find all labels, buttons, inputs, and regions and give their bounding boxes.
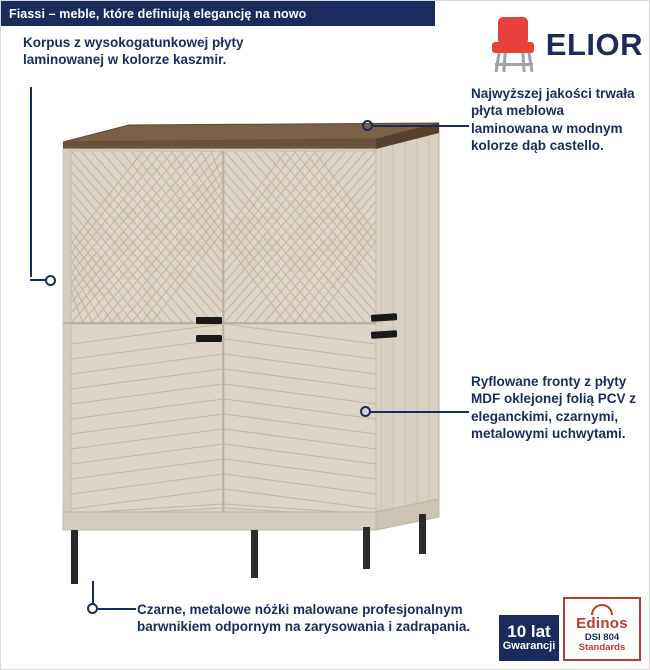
handle-bottom-left xyxy=(196,335,222,342)
leader-line-korpus xyxy=(30,87,32,277)
leg-front-left xyxy=(71,530,78,584)
callout-marker-plyta xyxy=(362,120,373,131)
leader-line-fronty xyxy=(371,411,469,413)
warranty-label: Gwarancji xyxy=(502,640,556,653)
certificate-name: Edinos xyxy=(576,615,628,633)
warranty-years: 10 lat xyxy=(507,622,551,642)
certificate-standard: Standards xyxy=(578,642,626,654)
product-image xyxy=(41,109,461,609)
leader-line-korpus-2 xyxy=(30,279,47,281)
leg-front-mid xyxy=(251,530,258,578)
handle-top-left xyxy=(196,317,222,324)
callout-korpus: Korpus z wysokogatunkowej płyty laminowanej w kolorze kaszmir. xyxy=(23,35,244,68)
leader-line-nozki-2 xyxy=(92,581,94,605)
brand-name: ELIOR xyxy=(545,26,643,62)
warranty-badge xyxy=(499,615,559,661)
callout-plyta: Najwyższej jakości trwała płyta meblowa laminowana w modnym kolorze dąb castello. xyxy=(471,86,635,153)
leader-line-plyta xyxy=(373,125,469,127)
red-chair-icon xyxy=(486,15,542,73)
callout-fronty: Ryflowane fronty z płyty MDF oklejonej folią PCV z eleganckimi, czarnymi, metalowymi uchwytami. xyxy=(471,374,637,441)
swirl-icon xyxy=(591,604,613,615)
leg-front-right xyxy=(363,527,370,569)
leader-line-nozki xyxy=(98,608,136,610)
certificate-sub: DSI 804 xyxy=(584,631,620,643)
leg-back-right xyxy=(419,514,426,554)
callout-marker-fronty xyxy=(360,406,371,417)
page-title: Fiassi – meble, które definiują elegancję na nowo xyxy=(1,1,435,26)
certificate-badge xyxy=(563,597,641,661)
callout-nozki: Czarne, metalowe nóżki malowane profesjonalnym barwnikiem odpornym na zarysowania i zadrapania. xyxy=(137,602,471,635)
brand-logo xyxy=(475,13,643,75)
